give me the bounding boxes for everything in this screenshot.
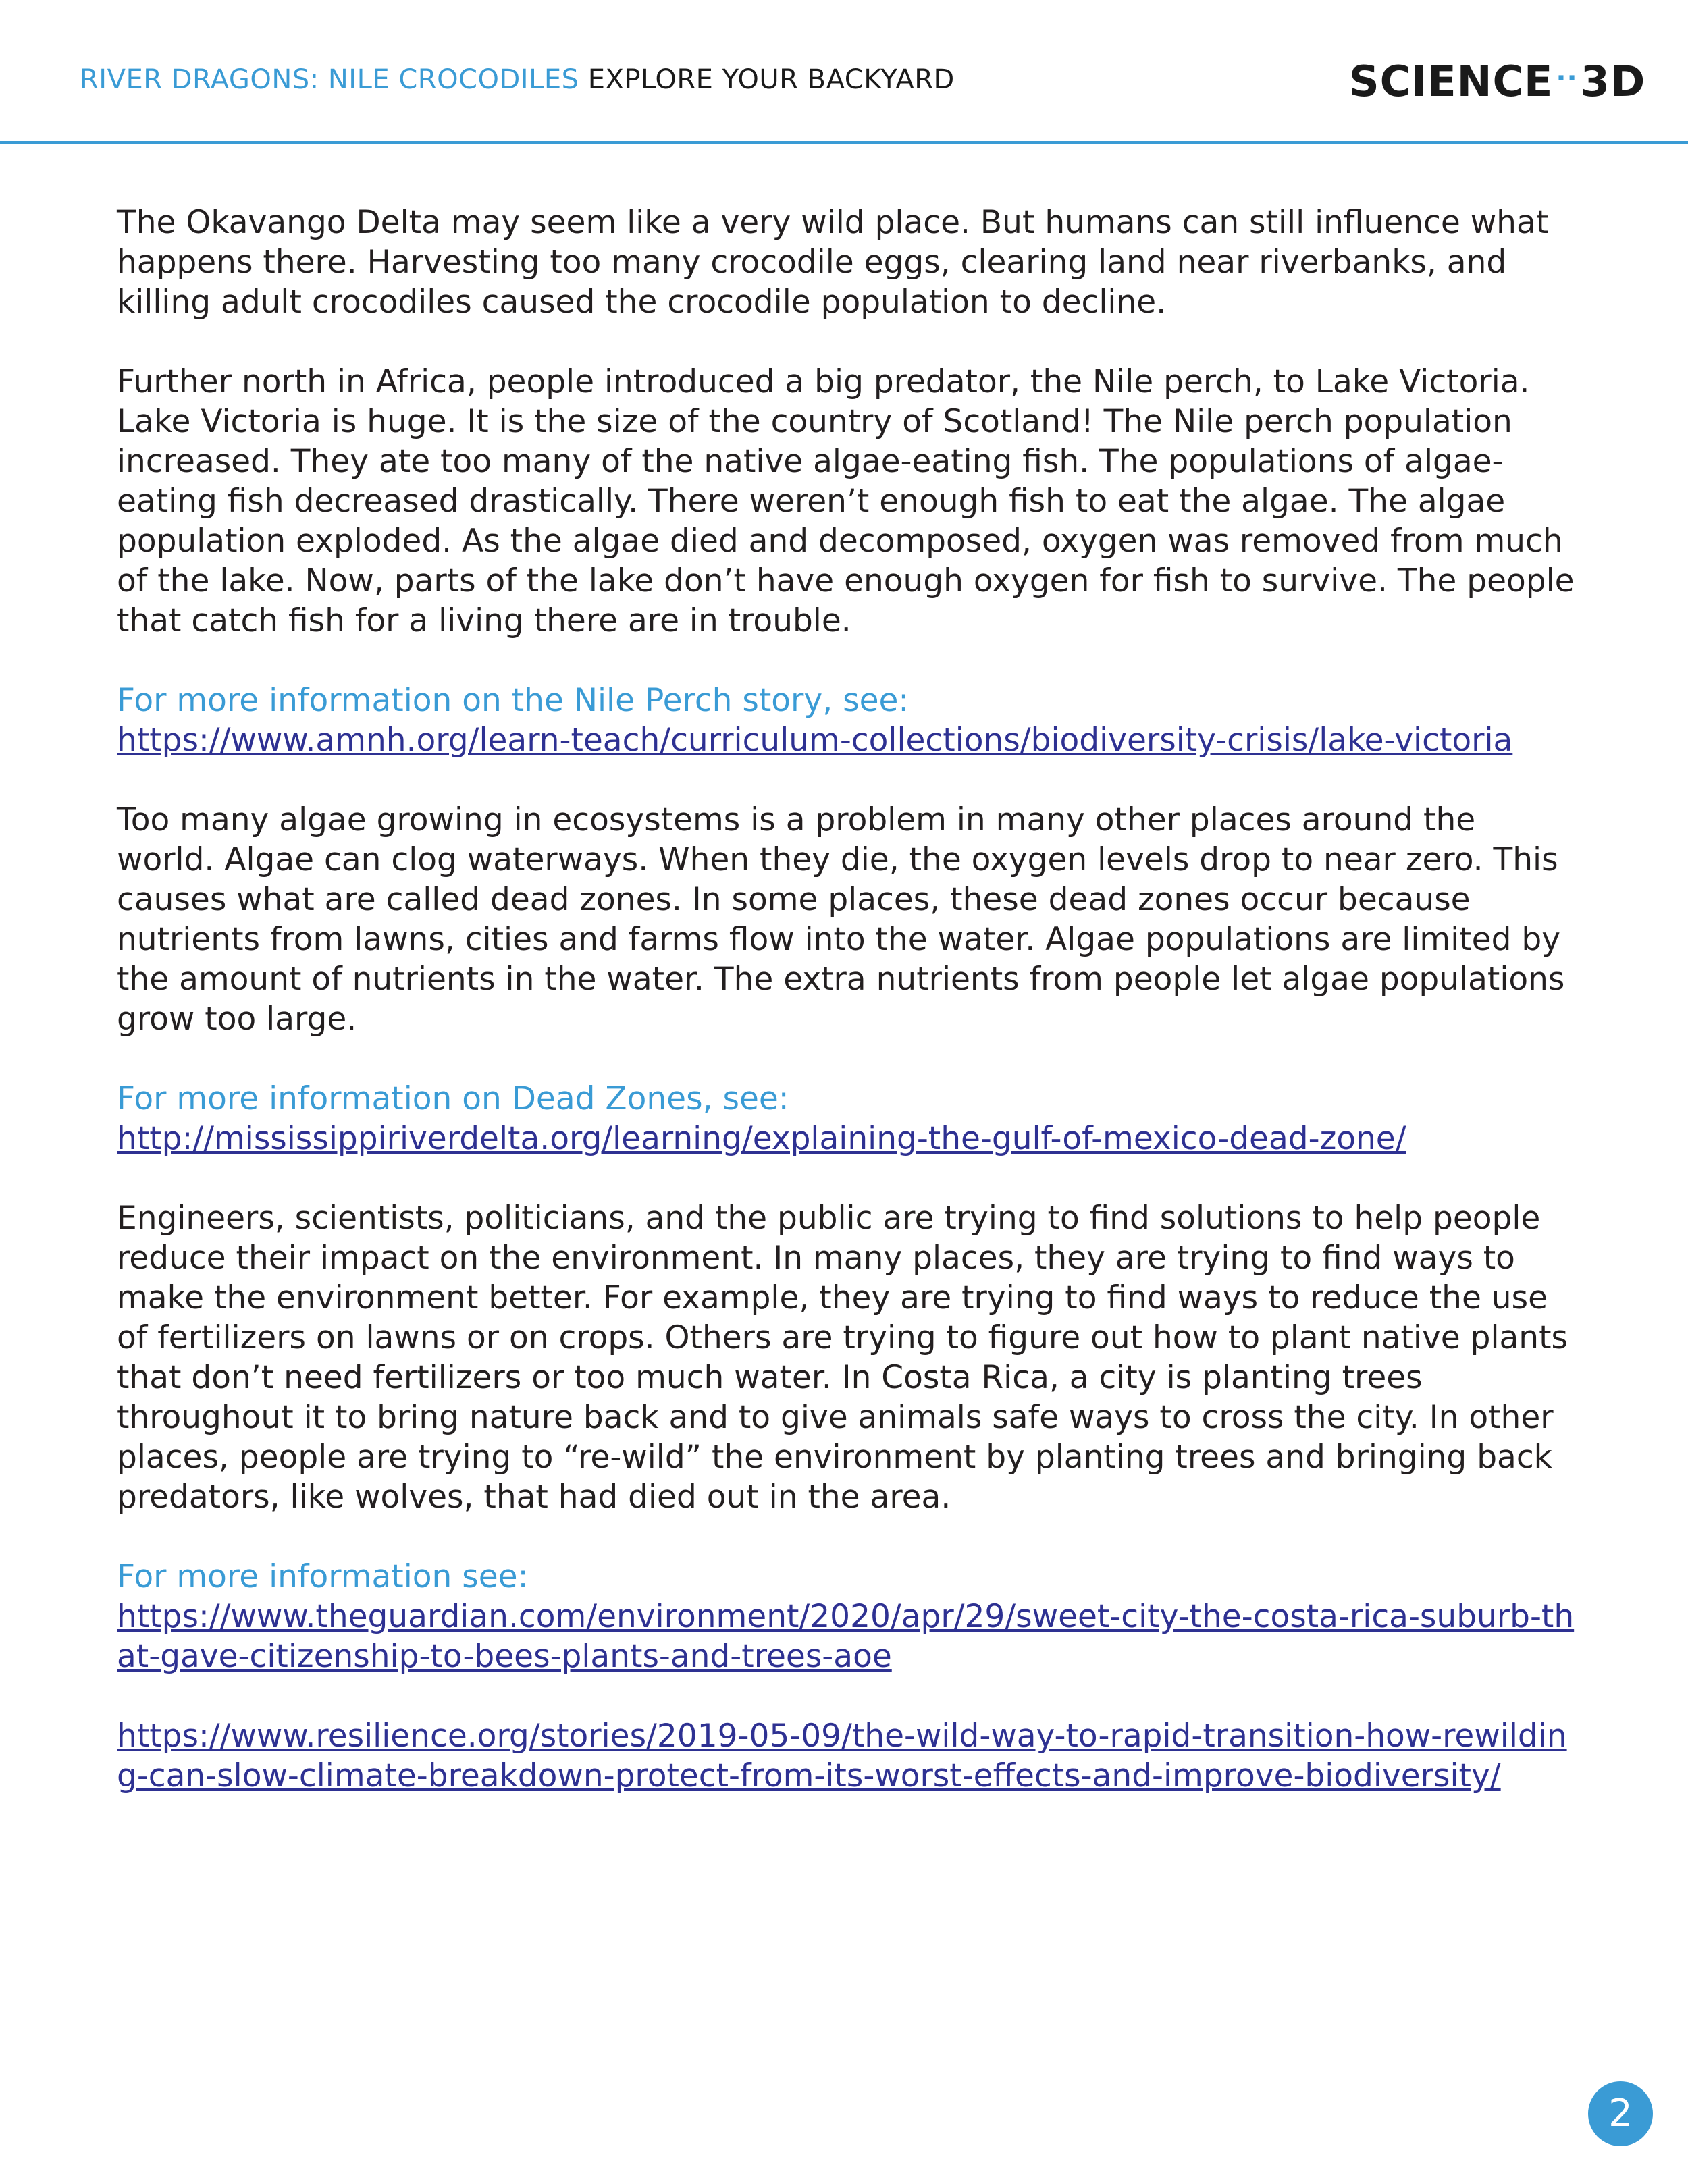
logo-dots: ·· [1556,63,1578,94]
science3d-logo [1349,47,1645,115]
info-block-resilience [117,1716,1582,1796]
info-block-dead-zones [117,1079,1582,1158]
header-title-rest: EXPLORE YOUR BACKYARD [587,64,955,95]
header-title-accent: RIVER DRAGONS: NILE CROCODILES [80,64,579,95]
link-guardian[interactable]: https://www.theguardian.com/environment/2020/apr/29/sweet-city-the-costa-rica-suburb-that-gave-citizenship-to-bees-plants-and-trees-aoe [117,1598,1575,1675]
info-block-more-info [117,1557,1582,1676]
paragraph-solutions: Engineers, scientists, politicians, and the public are trying to find solutions to help people reduce their impact on the environment. In many places, they are trying to find ways to make the environment better. For example, they are trying to find ways to reduce the use of fertilizers on lawns or on crops. Others are trying to figure out how to plant native plants that don’t need fertilizers or too much water. In Costa Rica, a city is planting trees throughout it to bring nature back and to give animals safe ways to cross the city. In other places, people are trying to “re-wild” the environment by planting trees and bringing back predators, like wolves, that had died out in the area. [117,1200,1568,1516]
link-amnh[interactable]: https://www.amnh.org/learn-teach/curriculum-collections/biodiversity-crisis/lake-victoria [117,722,1513,759]
info-label-dead-zones: For more information on Dead Zones, see: [117,1080,789,1117]
logo-text-left: SCIENCE [1349,56,1554,106]
paragraph-okavango: The Okavango Delta may seem like a very wild place. But humans can still influence what happens there. Harvesting too many crocodile eggs, clearing land near riverbanks, and killing adult crocodiles caused the crocodile population to decline. [117,204,1549,321]
page-content [117,203,1582,1836]
logo-text-right: 3D [1580,56,1646,106]
info-label-more-info: For more information see: [117,1558,529,1595]
paragraph-nile-perch: Further north in Africa, people introduced a big predator, the Nile perch, to Lake Victoria. Lake Victoria is huge. It is the size of the country of Scotland! The Nile perch population increased. They ate too many of the native algae-eating fish. The populations of algae-eating fish decreased drastically. There weren’t enough fish to eat the algae. The algae population exploded. As the algae died and decomposed, oxygen was removed from much of the lake. Now, parts of the lake don’t have enough oxygen for fish to survive. The people that catch fish for a living there are in trouble. [117,363,1575,639]
link-resilience[interactable]: https://www.resilience.org/stories/2019-05-09/the-wild-way-to-rapid-transition-how-rewilding-can-slow-climate-breakdown-protect-from-its-worst-effects-and-improve-biodiversity/ [117,1717,1567,1794]
page-header [0,0,1688,144]
info-label-nile-perch: For more information on the Nile Perch story, see: [117,682,909,719]
header-title [80,59,955,100]
paragraph-algae: Too many algae growing in ecosystems is a problem in many other places around the world. Algae can clog waterways. When they die, the oxygen levels drop to near zero. This causes what are called dead zones. In some places, these dead zones occur because nutrients from lawns, cities and farms flow into the water. Algae populations are limited by the amount of nutrients in the water. The extra nutrients from people let algae populations grow too large. [117,801,1565,1038]
link-mississippi-delta[interactable]: http://mississippiriverdelta.org/learning/explaining-the-gulf-of-mexico-dead-zone/ [117,1120,1406,1157]
page-number-badge: 2 [1588,2081,1653,2146]
info-block-nile-perch [117,681,1582,760]
